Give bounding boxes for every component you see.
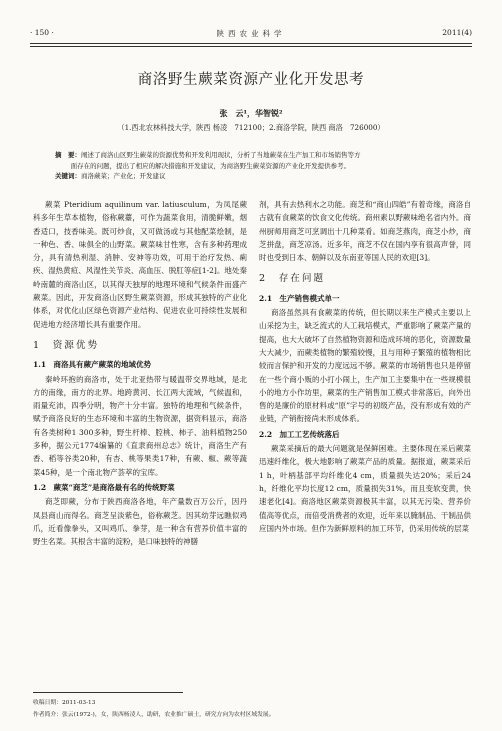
abstract-label: 摘 要： (55, 151, 81, 159)
abstract-block (55, 150, 457, 182)
keywords: 关键词：商洛蕨菜；产业化；开发建议 (55, 172, 166, 180)
section-heading: 1 资源优势 (33, 339, 100, 351)
keywords-label: 关键词： (55, 172, 81, 180)
running-header (30, 28, 472, 42)
footnote-author: 作者简介：张云(1972-)，女，陕西杨凌人，助研，农业推广硕士，研究方向为农村区域发展。 (33, 712, 275, 718)
affiliation: （1.西北农林科技大学，陕西 杨凌 712100；2.商洛学院，陕西 商洛 726000） (117, 123, 385, 132)
paper-title: 商洛野生蕨菜资源产业化开发思考 (137, 72, 365, 88)
subsection-heading: 2.2 加工工艺传统落后 (259, 429, 340, 439)
body-paragraph: 商芝即蕨，分布于陕西商洛各地，年产量数百万公斤，因丹凤县商山而得名。商芝呈淡紫色，俗称蕨芝。因其幼芽远瞧似鸡爪，近看像拳头，又叫鸡爪、拳芽，是一种含有营养价值丰富的野生名菜。其根含丰富的淀粉，是口味独特的神膳 (33, 497, 247, 547)
journal-issue: 2011(4) (442, 28, 472, 37)
header-rule-1 (30, 43, 472, 44)
footnote-received: 收稿日期：2011-03-13 (33, 700, 96, 706)
footnote-rule (33, 692, 183, 693)
body-paragraph: 蕨菜采摘后的最大问题就是保鲜困难。主要体现在采后蕨菜迅速纤维化，极大地影响了蕨菜产品的质量。据报道，蕨菜采后1 h，叶柄基部平均纤维化4 cm，质量损失达20%；采后24 h，纤维化平均长度12 cm，质量损失31%，而且变软变黄，快速老化[4]。商洛地区蕨菜资源极其丰富，以其无污染、营养价值高等优点，而倍受消费者的欢迎，近年来以腌制品、干制品供应国内外市场。但作为新鲜原料的加工环节，仍采用传统的层菜 (259, 444, 471, 533)
abstract-line-2: 面存在的问题，提出了相应的解决措施和开发建议，为商洛野生蕨菜资源的产业化开发提供参考。 (70, 161, 351, 170)
body-paragraph: 秦岭环抱的商洛市，处于北亚热带与暖温带交界地域，是北方的南缘，南方的北界。地跨黄河、长江两大流域，气候温和，雨量充沛，四季分明，物产十分丰富。独特的地理和气候条件，赋予商洛良好的生态环境和丰富的生物资源，据资料显示，商洛有各类树种1 300多种，野生杆棒、腔桃、柿子、油料植物250多种，据公元1774编纂的《直隶商州总志》统计，商洛生产有香、稻等谷类20种，有杏、桃等果类17种，有蕨、椒、蕨等蔬菜45种，是一个南北物产荟萃的宝库。 (33, 374, 247, 477)
abstract-line-1: 摘 要：阐述了商洛山区野生蕨菜的资源优势和开发利用现状，分析了当地蕨菜在生产加工和市场销售等方 (55, 151, 361, 159)
journal-name: 陕西农业科学 (216, 29, 286, 38)
body-paragraph: 蕨菜 Pteridium aquilinum var. latiusculum，为凤尾蕨科多年生草本植物，俗称蕨薹，可作为蔬菜食用，清脆鲜嫩，烟香适口，技香味美。既可炒食，又可做汤或与其他配菜烩制，是一种色、香、味俱全的山野菜。蕨菜味甘性寒，含有多种药理成分，具有清热利湿、消肿、安神等功效，可用于治疗发热、痢疾、湿热黄疸、风湿性关节炎、高血压、脱肛等症[1-2]。地处秦岭南麓的商洛山区，以其得天独厚的地理环境和气候条件而盛产蕨菜。因此，开发商洛山区野生蕨菜资源，形成其独特的产业化体系，对优化山区绿色资源产业结构、促进农业可持续性发展和促进地方经济增长具有重要作用。 (33, 200, 247, 329)
header-rule-2 (30, 46, 472, 47)
section-heading: 2 存在问题 (259, 273, 326, 285)
page-number: · 150 · (30, 28, 54, 37)
subsection-heading: 1.1 商洛具有蕨产蕨菜的地域优势 (33, 360, 152, 370)
body-paragraph: 剂，具有去热利水之功能。商芝和“商山四皓”有着奇缘，商洛自古就有食蕨菜的饮食文化传统。商州素以野蕨味绝名省内外。商州厨师用商芝可烹调出十几种菜肴。如商芝燕肉，商芝小炒，商芝拼盘，商芝凉汤。近多年，商芝不仅在国内享有很高声誉，同时也受到日本、朝鲜以及东南亚等国人民的欢迎[3]。 (259, 200, 471, 263)
subsection-heading: 1.2 蕨菜“商芝”是商洛最有名的传统野菜 (33, 482, 175, 492)
subsection-heading: 2.1 生产销售模式单一 (259, 293, 340, 303)
body-paragraph: 商洛虽然具有食蕨菜的传统，但长期以来生产模式主要以上山采挖为主，缺乏流式的人工栽培模式，严重影响了蕨菜产量的提高，也大大破坏了自然植物资源和造成环境的恶化，资源数量大大减少，而蕨类植物的繁殖较慢，且与用种子繁殖的植物相比较而言保护和开发的力度远远不够。蕨菜的市场销售也只是停留在一些个商小贩的小打小闹上，生产加工主要集中在一些规模很小的地方小作坊里，蕨菜的生产销售加工模式非常落后，向外出售的是廉价的原材料或“原”字号的初级产品，没有形成有效的产业链，产销衔接尚未形成体系。 (259, 308, 471, 424)
left-column (33, 198, 247, 548)
authors: 张 云¹，华智锐² (219, 108, 283, 118)
right-column (259, 198, 471, 535)
